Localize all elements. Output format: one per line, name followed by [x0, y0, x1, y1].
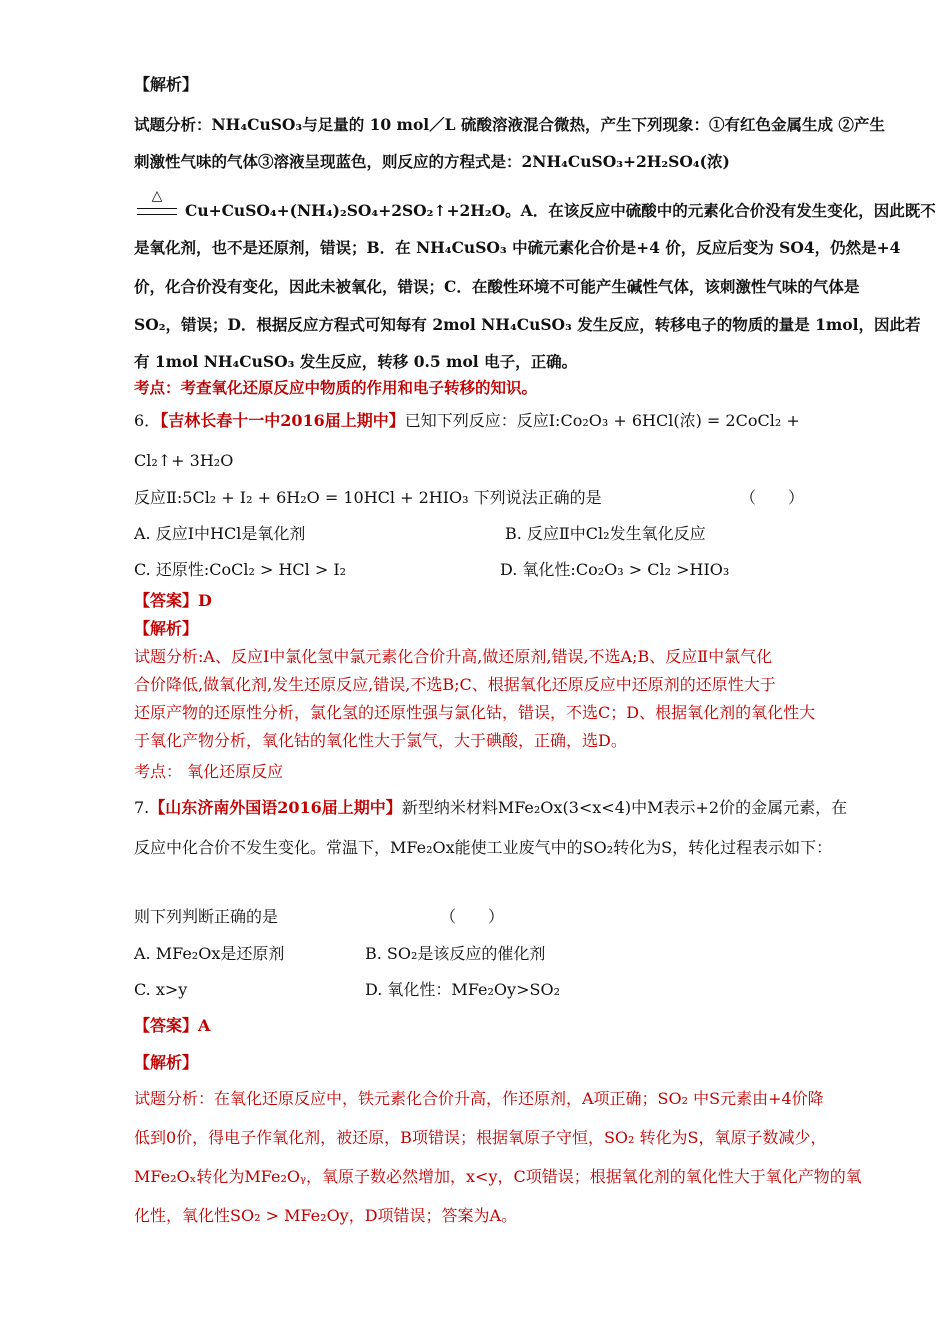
- q5-analysis-tag: 【解析】: [134, 75, 199, 94]
- q6-stem-line-3: 反应Ⅱ:5Cl₂ + I₂ + 6H₂O = 10HCl + 2HIO₃ 下列说法正确的是: [134, 488, 602, 507]
- q7-stem-line-1: [134, 797, 847, 819]
- q6-analysis-line-1: 试题分析:A、反应Ⅰ中氯化氢中氯元素化合价升高,做还原剂,错误,不选A;B、反应Ⅱ中氯气化: [134, 647, 773, 666]
- q6-analysis-tag: 【解析】: [134, 619, 199, 638]
- q6-answer-paren: （ ）: [740, 488, 805, 507]
- q7-answer-value: A: [198, 1016, 211, 1035]
- q6-stem-text: 已知下列反应：反应Ⅰ:Co₂O₃ + 6HCl(浓) = 2CoCl₂ +: [404, 411, 800, 430]
- q5-analysis-line-5: 价，化合价没有变化，因此未被氧化，错误；C．在酸性环境不可能产生碱性气体，该刺激性气味的气体是: [134, 277, 860, 296]
- q7-source: 【山东济南外国语2016届上期中】: [149, 798, 402, 817]
- q6-option-d: D. 氧化性:Co₂O₃ > Cl₂ >HIO₃: [500, 560, 730, 579]
- q5-analysis-line-4: 是氧化剂，也不是还原剂，错误；B．在 NH₄CuSO₃ 中硫元素化合价是+4 价，反应后变为 SO4，仍然是+4: [134, 238, 901, 257]
- q7-analysis-line-3: MFe₂Oₓ转化为MFe₂Oᵧ，氧原子数必然增加，x<y，C项错误；根据氧化剂的氧化性大于氧化产物的氧: [134, 1167, 862, 1186]
- q7-answer-paren: （ ）: [440, 907, 505, 926]
- q7-option-d: D. 氧化性：MFe₂Oy>SO₂: [365, 980, 560, 999]
- heat-delta-symbol: △: [151, 188, 163, 204]
- equation-equals-bar: [137, 208, 177, 215]
- q7-stem-text: 新型纳米材料MFe₂Ox(3<x<4)中M表示+2价的金属元素，在: [401, 798, 848, 817]
- q6-answer: [134, 590, 212, 612]
- q7-stem-line-2: 反应中化合价不发生变化。常温下，MFe₂Ox能使工业废气中的SO₂转化为S，转化过程表示如下：: [134, 838, 833, 857]
- q7-answer-tag: 【答案】: [134, 1016, 199, 1035]
- q6-option-b: B. 反应Ⅱ中Cl₂发生氧化反应: [505, 524, 706, 543]
- q6-answer-tag: 【答案】: [134, 591, 199, 610]
- q7-analysis-tag: 【解析】: [134, 1053, 199, 1072]
- q7-option-a: A. MFe₂Ox是还原剂: [134, 944, 285, 963]
- q6-analysis-line-3: 还原产物的还原性分析，氯化氢的还原性强与氯化钴，错误，不选C；D、根据氧化剂的氧化性大: [134, 703, 816, 722]
- q7-stem-line-3: 则下列判断正确的是: [134, 907, 279, 926]
- q5-kaodian: 考点：考查氧化还原反应中物质的作用和电子转移的知识。: [134, 378, 538, 397]
- q7-analysis-line-1: 试题分析：在氧化还原反应中，铁元素化合价升高，作还原剂，A项正确；SO₂ 中S元素由+4价降: [134, 1089, 824, 1108]
- q7-analysis-line-4: 化性，氧化性SO₂ > MFe₂Oy，D项错误；答案为A。: [134, 1206, 518, 1225]
- q6-stem-line-1: [134, 410, 800, 432]
- q5-analysis-line-3: Cu+CuSO₄+(NH₄)₂SO₄+2SO₂↑+2H₂O。A．在该反应中硫酸中的元素化合价没有发生变化，因此既不: [185, 201, 936, 220]
- q6-option-a: A. 反应Ⅰ中HCl是氧化剂: [134, 524, 306, 543]
- q5-analysis-line-7: 有 1mol NH₄CuSO₃ 发生反应，转移 0.5 mol 电子，正确。: [134, 352, 578, 371]
- q7-number: 7.: [134, 798, 150, 817]
- q5-analysis-line-1: 试题分析：NH₄CuSO₃与足量的 10 mol／L 硫酸溶液混合微热，产生下列现象：①有红色金属生成 ②产生: [134, 115, 885, 134]
- q6-analysis-line-2: 合价降低,做氧化剂,发生还原反应,错误,不选B;C、根据氧化还原反应中还原剂的还原性大于: [134, 675, 776, 694]
- q6-answer-value: D: [198, 591, 212, 610]
- q6-number: 6．: [134, 411, 161, 430]
- q5-analysis-line-2: 刺激性气味的气体③溶液呈现蓝色，则反应的方程式是：2NH₄CuSO₃+2H₂SO₄(浓): [134, 152, 730, 171]
- q6-stem-line-2: Cl₂↑+ 3H₂O: [134, 451, 234, 470]
- q6-analysis-line-4: 于氧化产物分析，氧化钴的氧化性大于氯气，大于碘酸，正确，选D。: [134, 731, 627, 750]
- q5-analysis-line-6: SO₂，错误；D．根据反应方程式可知每有 2mol NH₄CuSO₃ 发生反应，转移电子的物质的量是 1mol，因此若: [134, 315, 921, 334]
- q7-option-b: B. SO₂是该反应的催化剂: [365, 944, 546, 963]
- q7-option-c: C. x>y: [134, 980, 188, 999]
- q6-kaodian: 考点： 氧化还原反应: [134, 762, 284, 781]
- q7-analysis-line-2: 低到0价，得电子作氧化剂，被还原，B项错误；根据氧原子守恒，SO₂ 转化为S，氧原子数减少，: [134, 1128, 827, 1147]
- q6-source: 【吉林长春十一中2016届上期中】: [160, 411, 405, 430]
- q6-option-c: C. 还原性:CoCl₂ > HCl > I₂: [134, 560, 347, 579]
- q7-answer: [134, 1015, 210, 1037]
